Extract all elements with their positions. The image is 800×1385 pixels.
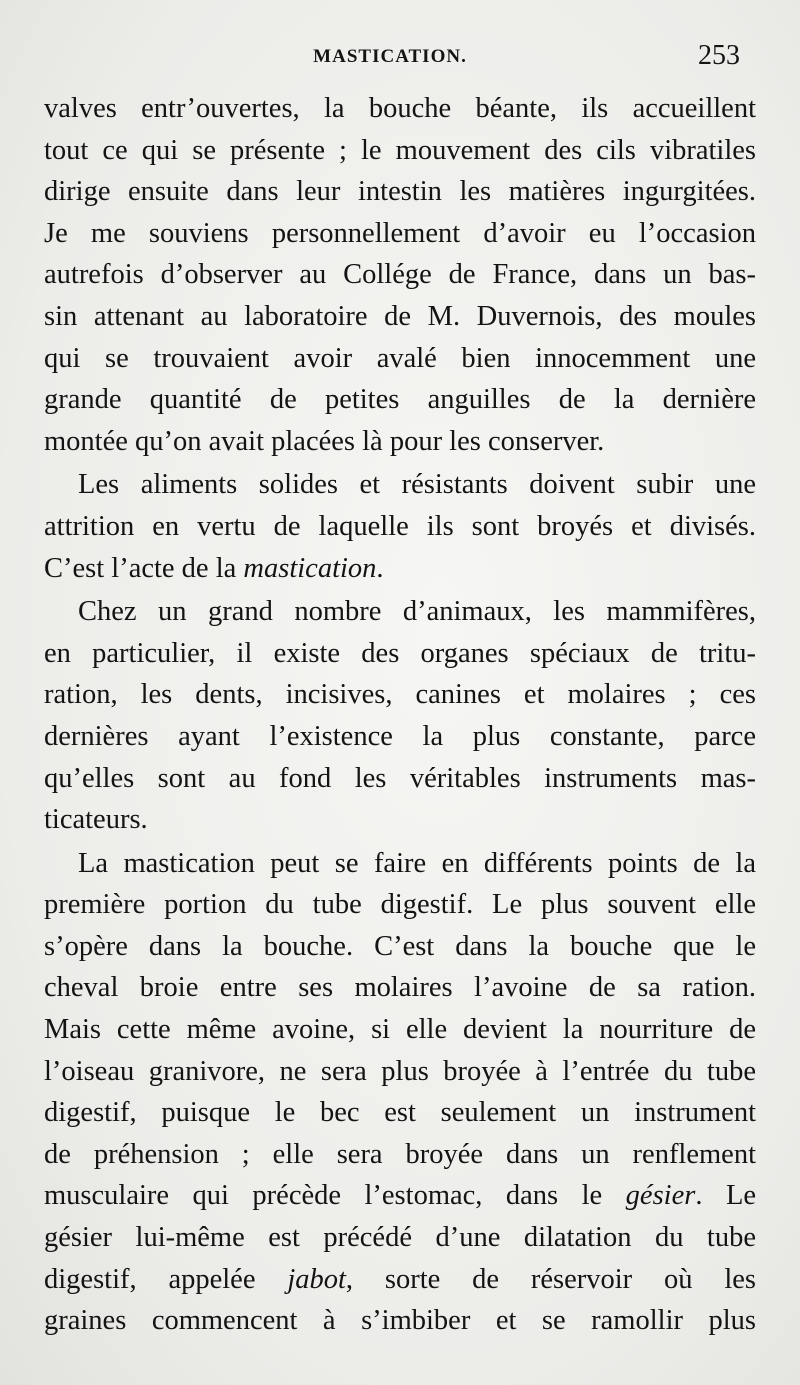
line-end: . Le — [695, 1180, 756, 1212]
italic-term-gesier: gésier — [625, 1180, 696, 1212]
text-line: ticateurs. — [44, 804, 148, 836]
text-line: l’oiseau granivore, ne sera plus broyée à l’entrée du tube — [44, 1055, 756, 1087]
page-number: 253 — [698, 40, 740, 71]
text-line: qui se trouvaient avoir avalé bien innocemment une — [44, 342, 756, 374]
text-line: graines commencent à s’imbiber et se ramollir plus — [44, 1305, 756, 1337]
line-end: , sorte de réservoir où les — [345, 1263, 756, 1295]
text-line: La mastication peut se faire en différents points de la — [78, 847, 756, 879]
text-line: Je me souviens personnellement d’avoir eu l’occasion — [44, 217, 756, 249]
italic-term-jabot: jabot — [287, 1263, 346, 1295]
text-line: dirige ensuite dans leur intestin les matières ingurgitées. — [44, 176, 756, 208]
text-line: Les aliments solides et résistants doivent subir une — [78, 469, 756, 501]
body-text — [44, 88, 756, 1342]
text-line: montée qu’on avait placées là pour les conserver. — [44, 425, 605, 457]
text-line: première portion du tube digestif. Le plus souvent elle — [44, 889, 756, 921]
text-line: sin attenant au laboratoire de M. Duvernois, des moules — [44, 300, 756, 332]
text-line: cheval broie entre ses molaires l’avoine de sa ration. — [44, 972, 756, 1004]
text-line: ration, les dents, incisives, canines et molaires ; ces — [44, 679, 756, 711]
text-line — [44, 548, 756, 590]
text-line — [44, 1175, 756, 1217]
text-line: qu’elles sont au fond les véritables instruments mas- — [44, 762, 756, 794]
text-line: s’opère dans la bouche. C’est dans la bouche que le — [44, 930, 756, 962]
line-end: . — [376, 552, 384, 584]
line-start: musculaire qui précède l’estomac, dans le — [44, 1180, 626, 1212]
text-line: tout ce qui se présente ; le mouvement des cils vibratiles — [44, 134, 756, 166]
text-line — [44, 1259, 756, 1301]
line-start: C’est l’acte de la — [44, 552, 244, 584]
italic-term-mastication: mastication — [243, 552, 377, 584]
text-line: dernières ayant l’existence la plus constante, parce — [44, 720, 756, 752]
text-line: Chez un grand nombre d’animaux, les mammifères, — [78, 596, 756, 628]
text-line: attrition en vertu de laquelle ils sont broyés et divisés. — [44, 510, 756, 542]
running-head: MASTICATION. — [313, 46, 467, 67]
text-line: digestif, puisque le bec est seulement un instrument — [44, 1097, 756, 1129]
line-start: digestif, appelée — [44, 1263, 288, 1295]
text-line: gésier lui-même est précédé d’une dilatation du tube — [44, 1222, 756, 1254]
page-header — [40, 40, 740, 80]
text-line: grande quantité de petites anguilles de la dernière — [44, 384, 756, 416]
text-line: en particulier, il existe des organes spéciaux de tritu- — [44, 637, 756, 669]
text-line: autrefois d’observer au Collége de France, dans un bas- — [44, 259, 756, 291]
text-line: valves entr’ouvertes, la bouche béante, ils accueillent — [44, 93, 756, 124]
text-line: Mais cette même avoine, si elle devient la nourriture de — [44, 1014, 756, 1046]
text-line: de préhension ; elle sera broyée dans un renflement — [44, 1138, 756, 1170]
